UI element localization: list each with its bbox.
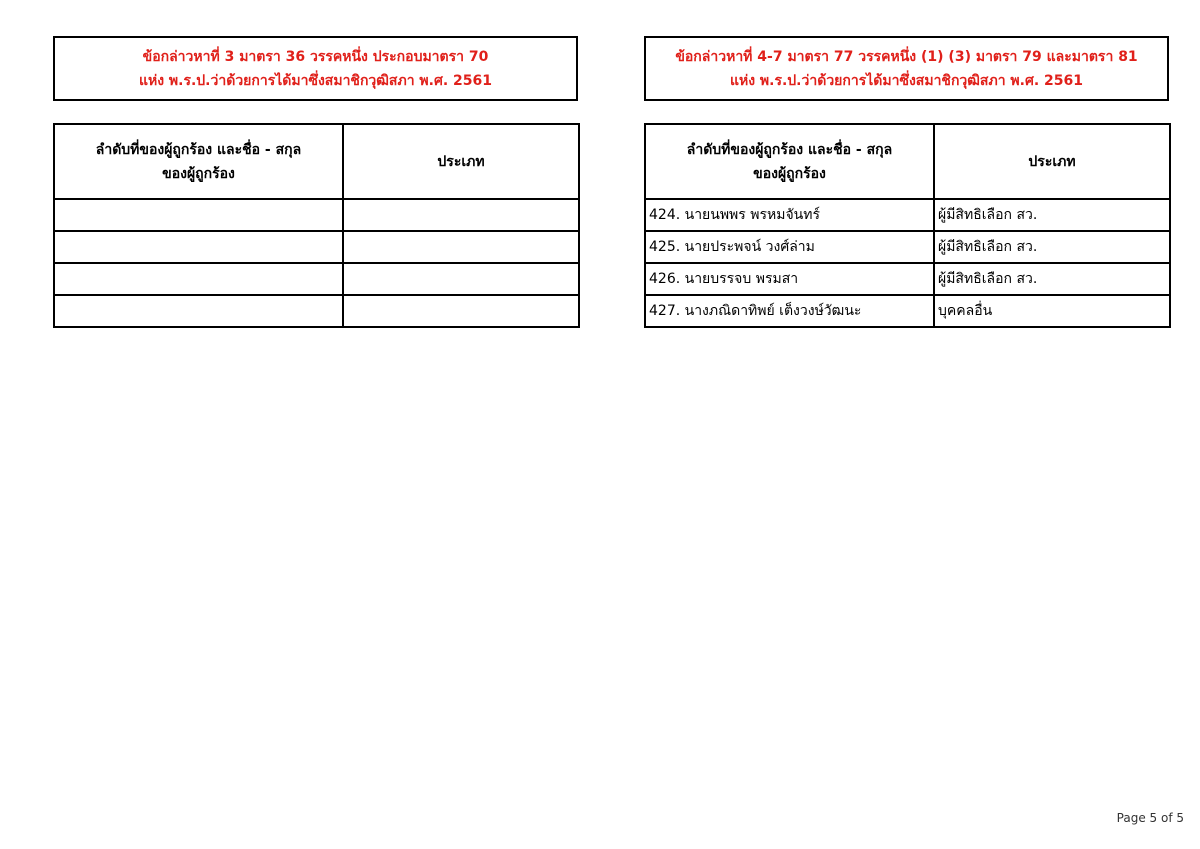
respondent-name-cell: 424. นายนพพร พรหมจันทร์ (645, 199, 934, 231)
respondent-name-cell: 426. นายบรรจบ พรมสา (645, 263, 934, 295)
table-row (54, 295, 579, 327)
table-row (54, 263, 579, 295)
respondent-type-cell (343, 295, 579, 327)
respondent-type-cell: ผู้มีสิทธิเลือก สว. (934, 231, 1170, 263)
respondent-type-cell: บุคคลอื่น (934, 295, 1170, 327)
table-row (54, 231, 579, 263)
column-header-type: ประเภท (934, 124, 1170, 199)
respondent-name-cell (54, 263, 343, 295)
left-respondents-table (53, 123, 580, 328)
right-header-line-2: แห่ง พ.ร.ป.ว่าด้วยการได้มาซึ่งสมาชิกวุฒิสภา พ.ศ. 2561 (729, 72, 1084, 89)
left-header-box (53, 36, 578, 101)
respondent-type-cell (343, 263, 579, 295)
page-number: Page 5 of 5 (1116, 811, 1184, 825)
left-allegation-panel (53, 36, 578, 182)
left-header-line-1: ข้อกล่าวหาที่ 3 มาตรา 36 วรรคหนึ่ง ประกอบมาตรา 70 (142, 48, 489, 65)
column-header-respondent (645, 124, 934, 199)
table-row (645, 231, 1170, 263)
right-allegation-panel (644, 36, 1169, 319)
column-header-respondent-line-2: ของผู้ถูกร้อง (162, 165, 235, 182)
column-header-respondent (54, 124, 343, 199)
respondent-type-cell: ผู้มีสิทธิเลือก สว. (934, 199, 1170, 231)
table-row (645, 263, 1170, 295)
respondent-type-cell (343, 231, 579, 263)
respondent-name-cell (54, 199, 343, 231)
respondent-name-cell: 427. นางภณิดาทิพย์ เต็งวงษ์วัฒนะ (645, 295, 934, 327)
respondent-name-cell (54, 231, 343, 263)
table-row (54, 199, 579, 231)
respondent-type-cell: ผู้มีสิทธิเลือก สว. (934, 263, 1170, 295)
table-header-row (54, 124, 579, 199)
respondent-type-cell (343, 199, 579, 231)
table-row (645, 199, 1170, 231)
left-header-line-2: แห่ง พ.ร.ป.ว่าด้วยการได้มาซึ่งสมาชิกวุฒิสภา พ.ศ. 2561 (138, 72, 493, 89)
column-header-respondent-line-2: ของผู้ถูกร้อง (753, 165, 826, 182)
column-header-respondent-line-1: ลำดับที่ของผู้ถูกร้อง และชื่อ - สกุล (95, 141, 302, 158)
table-header-row (645, 124, 1170, 199)
column-header-respondent-line-1: ลำดับที่ของผู้ถูกร้อง และชื่อ - สกุล (686, 141, 893, 158)
column-header-type: ประเภท (343, 124, 579, 199)
right-header-box (644, 36, 1169, 101)
right-respondents-table (644, 123, 1171, 328)
right-header-line-1: ข้อกล่าวหาที่ 4-7 มาตรา 77 วรรคหนึ่ง (1) (3) มาตรา 79 และมาตรา 81 (675, 48, 1138, 65)
table-row (645, 295, 1170, 327)
respondent-name-cell (54, 295, 343, 327)
respondent-name-cell: 425. นายประพจน์ วงศ์ล่าม (645, 231, 934, 263)
